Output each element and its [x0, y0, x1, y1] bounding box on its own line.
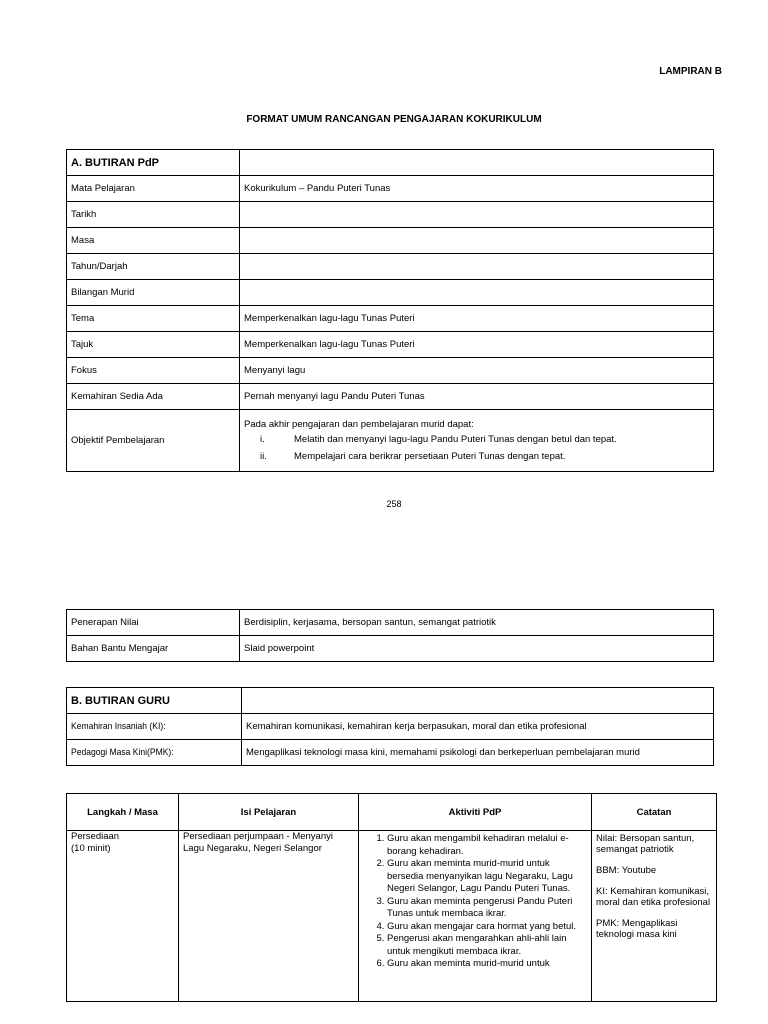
- section-b-heading: B. BUTIRAN GURU: [67, 688, 242, 714]
- table-row: [67, 176, 714, 202]
- table-row: [67, 610, 714, 636]
- objective-text: Mempelajari cara berikrar persetiaan Puteri Tunas dengan tepat.: [294, 451, 566, 462]
- table-row: [67, 714, 714, 740]
- objective-list: [244, 434, 709, 462]
- table-header-row: [67, 794, 717, 831]
- objective-label: Objektif Pembelajaran: [67, 410, 240, 472]
- section-a-heading: A. BUTIRAN PdP: [67, 150, 240, 176]
- list-item: [244, 434, 709, 445]
- table-header-row: [67, 688, 714, 714]
- step-name: Persediaan: [71, 831, 120, 842]
- row-value: Menyanyi lagu: [240, 358, 714, 384]
- row-value: Berdisiplin, kerjasama, bersopan santun, semangat patriotik: [240, 610, 714, 636]
- row-value: Kokurikulum – Pandu Puteri Tunas: [240, 176, 714, 202]
- row-label-cell: [67, 714, 242, 740]
- step-duration: (10 minit): [71, 843, 111, 854]
- row-value: [240, 202, 714, 228]
- list-item: 5. Pengerusi akan mengarahkan ahli-ahli lain untuk mengikuti membaca ikrar.: [387, 933, 587, 958]
- butiran-pdp-table: [66, 149, 714, 472]
- table-row: [67, 636, 714, 662]
- row-value: Mengaplikasi teknologi masa kini, memahami psikologi dan berkeperluan pembelajaran murid: [242, 740, 714, 766]
- table-row: [67, 306, 714, 332]
- column-header: Catatan: [592, 794, 717, 831]
- row-value: [240, 280, 714, 306]
- column-header: Aktiviti PdP: [359, 794, 592, 831]
- table-row: [67, 202, 714, 228]
- row-label: Mata Pelajaran: [67, 176, 240, 202]
- objective-number: i.: [260, 434, 265, 445]
- table-header-row: [67, 150, 714, 176]
- row-value: [240, 254, 714, 280]
- butiran-guru-table: [66, 687, 714, 766]
- content-detail: Menyanyi Lagu Negaraku, Negeri Selangor: [183, 831, 333, 854]
- row-value: [240, 228, 714, 254]
- table-row: [67, 228, 714, 254]
- note-item: PMK: Mengaplikasi teknologi masa kini: [596, 918, 678, 940]
- row-label-cell: [67, 740, 242, 766]
- objective-number: ii.: [260, 451, 267, 462]
- table-row: [67, 831, 717, 1002]
- step-cell: [67, 831, 179, 1002]
- row-value: Kemahiran komunikasi, kemahiran kerja berpasukan, moral dan etika profesional: [242, 714, 714, 740]
- table-row: [67, 384, 714, 410]
- row-value: Pernah menyanyi lagu Pandu Puteri Tunas: [240, 384, 714, 410]
- list-item: 2. Guru akan meminta murid-murid untuk bersedia menyanyikan lagu Negaraku, Lagu Negeri Selangor, Lagu Pandu Puteri Tunas.: [387, 858, 587, 896]
- note-item: BBM: Youtube: [596, 865, 657, 876]
- row-label: Bilangan Murid: [67, 280, 240, 306]
- row-label: Kemahiran Insaniah (KI):: [71, 721, 166, 732]
- list-item: 1. Guru akan mengambil kehadiran melalui e-borang kehadiran.: [387, 833, 587, 858]
- notes-cell: [592, 831, 717, 1002]
- row-label: Tema: [67, 306, 240, 332]
- content-cell: [179, 831, 359, 1002]
- row-label: Pedagogi Masa Kini(PMK):: [71, 747, 174, 758]
- lesson-plan-table: [66, 793, 717, 1002]
- row-label: Penerapan Nilai: [67, 610, 240, 636]
- activity-list: [363, 833, 587, 971]
- row-value: Slaid powerpoint: [240, 636, 714, 662]
- table-row: [67, 332, 714, 358]
- list-item: 4. Guru akan mengajar cara hormat yang betul.: [387, 921, 587, 934]
- row-label: Tarikh: [67, 202, 240, 228]
- objective-row: [67, 410, 714, 472]
- column-header: Langkah / Masa: [67, 794, 179, 831]
- note-item: Nilai: Bersopan santun, semangat patriotik: [596, 833, 695, 855]
- row-label: Masa: [67, 228, 240, 254]
- section-a-heading-value: [240, 150, 714, 176]
- list-item: 3. Guru akan meminta pengerusi Pandu Puteri Tunas untuk membaca ikrar.: [387, 896, 587, 921]
- content-main: Persediaan perjumpaan -: [183, 831, 293, 842]
- row-label: Bahan Bantu Mengajar: [67, 636, 240, 662]
- objective-intro: Pada akhir pengajaran dan pembelajaran murid dapat:: [244, 419, 474, 430]
- row-label: Tahun/Darjah: [67, 254, 240, 280]
- objective-text: Melatih dan menyanyi lagu-lagu Pandu Puteri Tunas dengan betul dan tepat.: [294, 434, 617, 445]
- table-row: [67, 280, 714, 306]
- row-label: Tajuk: [67, 332, 240, 358]
- row-value: Memperkenalkan lagu-lagu Tunas Puteri: [240, 332, 714, 358]
- row-label: Kemahiran Sedia Ada: [67, 384, 240, 410]
- nilai-bbm-table: [66, 609, 714, 662]
- document-title: FORMAT UMUM RANCANGAN PENGAJARAN KOKURIKULUM: [246, 114, 542, 125]
- activity-cell: [359, 831, 592, 1002]
- note-item: KI: Kemahiran komunikasi, moral dan etika profesional: [596, 886, 711, 908]
- section-b-heading-value: [242, 688, 714, 714]
- table-row: [67, 358, 714, 384]
- row-label: Fokus: [67, 358, 240, 384]
- list-item: 6. Guru akan meminta murid-murid untuk: [387, 958, 587, 971]
- list-item: [244, 451, 709, 462]
- table-row: [67, 740, 714, 766]
- lampiran-label: LAMPIRAN B: [659, 66, 722, 77]
- objective-cell: [240, 410, 714, 472]
- row-value: Memperkenalkan lagu-lagu Tunas Puteri: [240, 306, 714, 332]
- table-row: [67, 254, 714, 280]
- page-number: 258: [386, 499, 402, 509]
- column-header: Isi Pelajaran: [179, 794, 359, 831]
